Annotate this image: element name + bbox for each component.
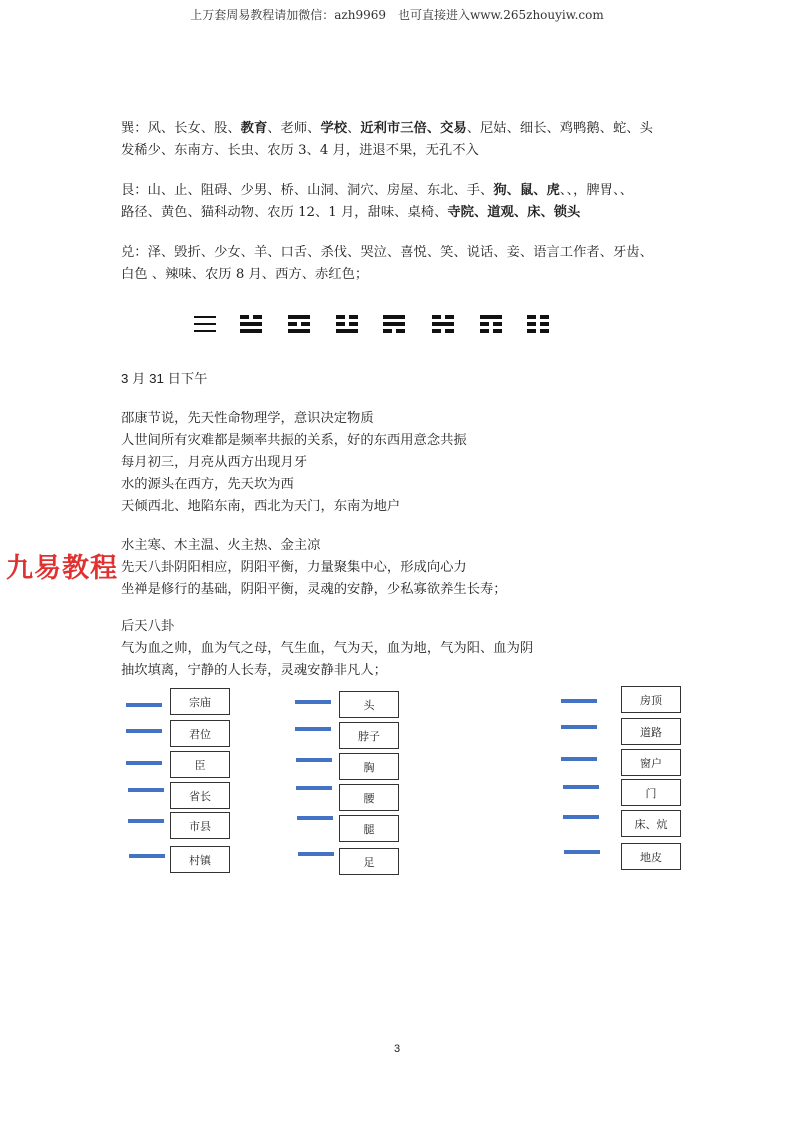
- label-box: 地皮: [621, 843, 681, 870]
- xun-line-1: 巽：风、长女、股、教育、老师、学校、近利市三倍、交易、尼姑、细长、鸡鸭鹅、蛇、头: [121, 121, 653, 136]
- yang-line-bar: [126, 761, 162, 765]
- yang-line-bar: [126, 703, 162, 707]
- yang-line-bar: [564, 850, 600, 854]
- gen-line-1: 艮：山、止、阻碍、少男、桥、山洞、洞穴、房屋、东北、手、狗、鼠、虎、、，脾胃、、: [121, 183, 633, 198]
- label-box: 君位: [170, 720, 230, 747]
- label-box: 头: [339, 691, 399, 718]
- trigram-row: [190, 312, 560, 342]
- note-line: 抽坎填离，宁静的人长寿，灵魂安静非凡人；: [121, 663, 387, 678]
- trigram-icon-8: [527, 312, 549, 336]
- page-number: 3: [393, 1043, 401, 1055]
- yang-line-bar: [295, 727, 331, 731]
- gen-paragraph: [121, 180, 681, 224]
- label-box: 道路: [621, 718, 681, 745]
- yang-line-bar: [297, 816, 333, 820]
- label-box: 脖子: [339, 722, 399, 749]
- yang-line-bar: [561, 725, 597, 729]
- page-header: 上万套周易教程请加微信：azh9969 也可直接进入www.265zhouyiw.com: [190, 8, 604, 22]
- dui-line-1: 兑：泽、毁折、少女、羊、口舌、杀伐、哭泣、喜悦、笑、说话、妾、语言工作者、牙齿、: [121, 245, 653, 260]
- trigram-icon-6: [432, 312, 454, 336]
- trigram-icon-2: [240, 312, 262, 336]
- label-box: 市县: [170, 812, 230, 839]
- yang-line-bar: [129, 854, 165, 858]
- trigram-icon-3: [288, 312, 310, 336]
- trigram-icon-7: [480, 312, 502, 336]
- watermark-logo: 九易教程: [6, 553, 118, 584]
- label-box: 村镇: [170, 846, 230, 873]
- label-box: 腰: [339, 784, 399, 811]
- yang-line-bar: [296, 758, 332, 762]
- note-line: 邵康节说，先天性命物理学，意识决定物质: [121, 411, 374, 426]
- notes-block-3: [121, 616, 681, 682]
- yang-line-bar: [296, 786, 332, 790]
- note-line: 每月初三，月亮从西方出现月牙: [121, 455, 308, 470]
- yang-line-bar: [561, 699, 597, 703]
- yang-line-bar: [561, 757, 597, 761]
- gen-line-2: 路径、黄色、猫科动物、农历 12、1 月，甜味、桌椅、寺院、道观、床、锁头: [121, 205, 581, 220]
- label-box: 臣: [170, 751, 230, 778]
- dui-paragraph: [121, 242, 681, 286]
- note-line: 水的源头在西方，先天坎为西: [121, 477, 294, 492]
- qian-trigram-icon: [194, 312, 216, 336]
- yang-line-bar: [563, 785, 599, 789]
- label-box: 门: [621, 779, 681, 806]
- label-box: 腿: [339, 815, 399, 842]
- notes-block-1: [121, 408, 681, 518]
- yang-line-bar: [563, 815, 599, 819]
- xun-line-2: 发稀少、东南方、长虫、农历 3、4 月，进退不果，无孔不入: [121, 143, 479, 158]
- notes-block-2: [121, 535, 681, 601]
- note-line: 人世间所有灾难都是频率共振的关系，好的东西用意念共振: [121, 433, 467, 448]
- note-line: 坐禅是修行的基础，阴阳平衡，灵魂的安静，少私寡欲养生长寿；: [121, 582, 507, 597]
- note-line: 水主寒、木主温、火主热、金主凉: [121, 538, 321, 553]
- trigram-icon-4: [336, 312, 358, 336]
- yang-line-bar: [126, 729, 162, 733]
- label-box: 足: [339, 848, 399, 875]
- yang-line-bar: [295, 700, 331, 704]
- yang-line-bar: [128, 819, 164, 823]
- label-box: 床、炕: [621, 810, 681, 837]
- yang-line-bar: [128, 788, 164, 792]
- label-box: 省长: [170, 782, 230, 809]
- label-box: 宗庙: [170, 688, 230, 715]
- dui-line-2: 白色 、辣味、农历 8 月、西方、赤红色；: [121, 267, 369, 282]
- trigram-icon-5: [383, 312, 405, 336]
- date-heading: 3 月 31 日下午: [121, 371, 208, 386]
- note-line: 先天八卦阴阳相应，阴阳平衡，力量聚集中心，形成向心力: [121, 560, 467, 575]
- label-box: 胸: [339, 753, 399, 780]
- note-line: 气为血之帅，血为气之母，气生血，气为天，血为地，气为阳、血为阴: [121, 641, 534, 656]
- label-box: 窗户: [621, 749, 681, 776]
- note-line: 天倾西北、地陷东南，西北为天门，东南为地户: [121, 499, 401, 514]
- yang-line-bar: [298, 852, 334, 856]
- note-line: 后天八卦: [121, 619, 175, 634]
- label-box: 房顶: [621, 686, 681, 713]
- xun-paragraph: [121, 118, 681, 162]
